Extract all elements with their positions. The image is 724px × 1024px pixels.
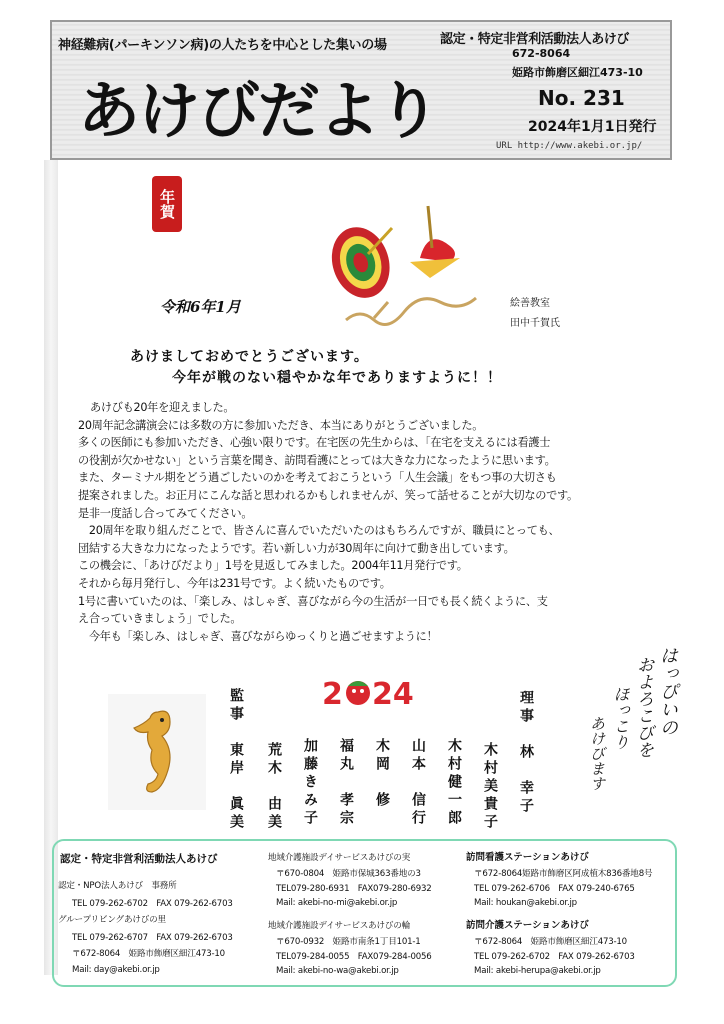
footer-line: 〒670-0932 姫路市南条1丁目101-1 bbox=[276, 937, 421, 947]
staff-name: 加藤きみ子 bbox=[302, 738, 318, 828]
body-line: 20周年を取り組んだことで、皆さんに喜んでいただいたのはもちろんですが、職員にとっても、 bbox=[78, 524, 560, 538]
year-badge bbox=[320, 672, 450, 712]
body-line: 多くの医師にも参加いただき、心強い限りです。在宅医の先生からは、「在宅を支えるには看護士 bbox=[78, 436, 551, 450]
body-line: 20周年記念講演会には多数の方に参加いただき、本当にありがとうございました。 bbox=[78, 418, 484, 432]
nenga-seal: 年賀 bbox=[152, 176, 182, 232]
greeting-line-1: あけましておめでとうございます。 bbox=[130, 349, 369, 365]
footer-line: 〒672-8064 姫路市飾磨区細江473-10 bbox=[474, 937, 627, 947]
tagline: 神経難病(パーキンソン病)の人たちを中心とした集いの場 bbox=[58, 38, 387, 53]
seahorse-illustration bbox=[108, 694, 206, 810]
contact-footer bbox=[52, 839, 677, 987]
staff-name: 山本 信行 bbox=[410, 738, 426, 828]
footer-line: グループリビングあけびの里 bbox=[58, 915, 166, 925]
staff-role-auditor: 監事 bbox=[228, 688, 244, 724]
artist-name: 田中千賀氏 bbox=[510, 318, 560, 329]
calligraphy-line: ほっこり bbox=[611, 686, 630, 750]
address: 姫路市飾磨区細江473-10 bbox=[512, 66, 643, 79]
body-line: 是非一度話し合ってみてください。 bbox=[78, 506, 253, 520]
issue-date: 2024年1月1日発行 bbox=[528, 119, 657, 135]
body-line: え合っていきましょう」でした。 bbox=[78, 612, 242, 626]
footer-facility: 訪問介護ステーションあけび bbox=[466, 920, 589, 931]
body-line: また、ターミナル期をどう過ごしたいのかを考えておこうという「人生会議」をもつ事の大切さも bbox=[78, 471, 557, 485]
calligraphy-line: はっぴいの bbox=[657, 646, 678, 736]
footer-facility: 地域介護施設デイサービスあけびの実 bbox=[268, 853, 411, 863]
footer-line: TEL 079-262-6702 FAX 079-262-6703 bbox=[72, 899, 233, 909]
footer-line: 〒672-8064 姫路市飾磨区細江473-10 bbox=[72, 949, 225, 959]
article-body bbox=[78, 399, 668, 645]
staff-name: 木村美貴子 bbox=[482, 742, 498, 832]
body-line: 1号に書いていたのは、「楽しみ、はしゃぎ、喜びながら今の生活が一日でも長く続くように、支 bbox=[78, 594, 548, 608]
issue-number: No. 231 bbox=[538, 86, 625, 110]
greeting-line-2: 今年が戦のない穏やかな年でありますように！！ bbox=[172, 370, 502, 386]
footer-line: 〒672-8064姫路市飾磨区阿成植木836番地8号 bbox=[474, 869, 653, 879]
body-line: 提案されました。お正月にこんな話と思われるかもしれませんが、笑って話せることが大切なのです。 bbox=[78, 488, 578, 502]
staff-name: 木岡 修 bbox=[374, 738, 390, 810]
body-line: 今年も「楽しみ、はしゃぎ、喜びながらゆっくりと過ごせますように！ bbox=[78, 629, 438, 643]
postal-code: 672-8064 bbox=[512, 47, 571, 60]
body-line: の役割が欠かせない」という言葉を聞き、訪問看護にとっては大きな力になったように思います。 bbox=[78, 453, 556, 467]
svg-text:24: 24 bbox=[372, 677, 414, 712]
footer-facility: 訪問看護ステーションあけび bbox=[466, 852, 589, 863]
artist-title: 絵善教室 bbox=[510, 298, 550, 309]
body-line: あけびも20年を迎えました。 bbox=[90, 401, 235, 414]
footer-email[interactable]: Mail: akebi-no-mi@akebi.or.jp bbox=[276, 898, 398, 908]
staff-name: 林 幸子 bbox=[518, 744, 534, 816]
staff-name: 荒木 由美 bbox=[266, 742, 282, 832]
website-url[interactable]: URL http://www.akebi.or.jp/ bbox=[496, 141, 643, 151]
footer-line: TEL 079-262-6702 FAX 079-262-6703 bbox=[474, 952, 635, 962]
footer-email[interactable]: Mail: akebi-herupa@akebi.or.jp bbox=[474, 966, 601, 976]
staff-name: 木村健一郎 bbox=[446, 738, 462, 828]
footer-email[interactable]: Mail: day@akebi.or.jp bbox=[72, 965, 160, 975]
footer-email[interactable]: Mail: akebi-no-wa@akebi.or.jp bbox=[276, 966, 399, 976]
footer-line: TEL 079-262-6706 FAX 079-240-6765 bbox=[474, 884, 635, 894]
footer-line: TEL 079-262-6707 FAX 079-262-6703 bbox=[72, 933, 233, 943]
footer-line: TEL079-284-0055 FAX079-284-0056 bbox=[276, 952, 432, 962]
footer-heading: 認定・特定非営利活動法人あけび bbox=[60, 853, 218, 865]
staff-name: 東岸 眞美 bbox=[228, 742, 244, 832]
footer-line: 認定・NPO法人あけび 事務所 bbox=[58, 881, 177, 891]
calligraphy-message bbox=[580, 646, 680, 836]
reiwa-date: 令和6年1月 bbox=[160, 298, 241, 316]
footer-facility: 地域介護施設デイサービスあけびの輪 bbox=[268, 921, 411, 931]
body-line: それから毎月発行し、今年は231号です。よく続いたものです。 bbox=[78, 576, 391, 590]
spinning-top-illustration bbox=[300, 198, 500, 330]
footer-email[interactable]: Mail: houkan@akebi.or.jp bbox=[474, 898, 577, 908]
calligraphy-line: およろこびを bbox=[633, 656, 653, 758]
body-line: この機会に、「あけびだより」1号を見返してみました。2004年11月発行です。 bbox=[78, 559, 468, 573]
newsletter-title: あけびだより bbox=[78, 74, 439, 147]
footer-line: 〒670-0804 姫路市保城363番地の3 bbox=[276, 869, 421, 879]
staff-role-director: 理事 bbox=[518, 690, 534, 726]
staff-name: 福丸 孝宗 bbox=[338, 738, 354, 828]
svg-text:2: 2 bbox=[322, 677, 343, 712]
footer-line: TEL079-280-6931 FAX079-280-6932 bbox=[276, 884, 432, 894]
org-name: 認定・特定非営利活動法人あけび bbox=[440, 32, 630, 47]
calligraphy-line: あけびます bbox=[588, 716, 606, 791]
body-line: 団結する大きな力になったようです。若い新しい力が30周年に向けて動き出しています。 bbox=[78, 541, 515, 555]
